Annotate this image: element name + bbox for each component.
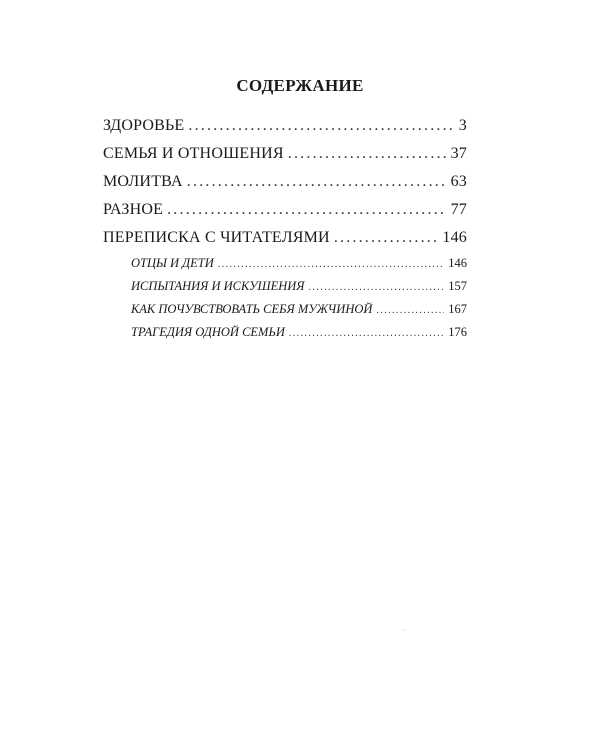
toc-entry-label: СЕМЬЯ И ОТНОШЕНИЯ: [103, 145, 284, 162]
dot-leader: [289, 328, 444, 339]
dot-leader: [218, 259, 444, 270]
toc-subentry-page: 146: [448, 256, 467, 270]
toc-entry-label: ПЕРЕПИСКА С ЧИТАТЕЛЯМИ: [103, 229, 330, 246]
table-of-contents: [103, 117, 467, 348]
toc-title: СОДЕРЖАНИЕ: [236, 76, 364, 95]
paper-speck: [403, 629, 405, 631]
toc-entry: [103, 145, 467, 173]
toc-subentry: [131, 302, 467, 325]
toc-entry: [103, 201, 467, 229]
toc-subentry: [131, 256, 467, 279]
dot-leader: [309, 282, 445, 293]
toc-subentry-label: ИСПЫТАНИЯ И ИСКУШЕНИЯ: [131, 279, 305, 293]
toc-subentry: [131, 325, 467, 348]
toc-subentry-label: ОТЦЫ И ДЕТИ: [131, 256, 214, 270]
toc-entry-page: 146: [442, 229, 467, 246]
toc-entry-label: РАЗНОЕ: [103, 201, 164, 218]
toc-entry-page: 37: [450, 145, 467, 162]
toc-subentry-page: 157: [448, 279, 467, 293]
toc-entry: [103, 229, 467, 257]
toc-subentry-label: ТРАГЕДИЯ ОДНОЙ СЕМЬИ: [131, 325, 285, 339]
toc-subentry-page: 176: [448, 325, 467, 339]
toc-entry: [103, 173, 467, 201]
dot-leader: [334, 229, 439, 247]
toc-subentry-page: 167: [448, 302, 467, 316]
toc-entry-page: 63: [450, 173, 467, 190]
toc-entry-page: 3: [458, 117, 467, 134]
dot-leader: [187, 173, 447, 191]
dot-leader: [167, 201, 446, 219]
toc-subentry-label: КАК ПОЧУВСТВОВАТЬ СЕБЯ МУЖЧИНОЙ: [131, 302, 373, 316]
toc-entry-page: 77: [450, 201, 467, 218]
dot-leader: [376, 305, 444, 316]
toc-entry-label: ЗДОРОВЬЕ: [103, 117, 185, 134]
dot-leader: [188, 117, 454, 135]
toc-entry: [103, 117, 467, 145]
dot-leader: [288, 145, 447, 163]
toc-subentry: [131, 279, 467, 302]
toc-entry-label: МОЛИТВА: [103, 173, 183, 190]
